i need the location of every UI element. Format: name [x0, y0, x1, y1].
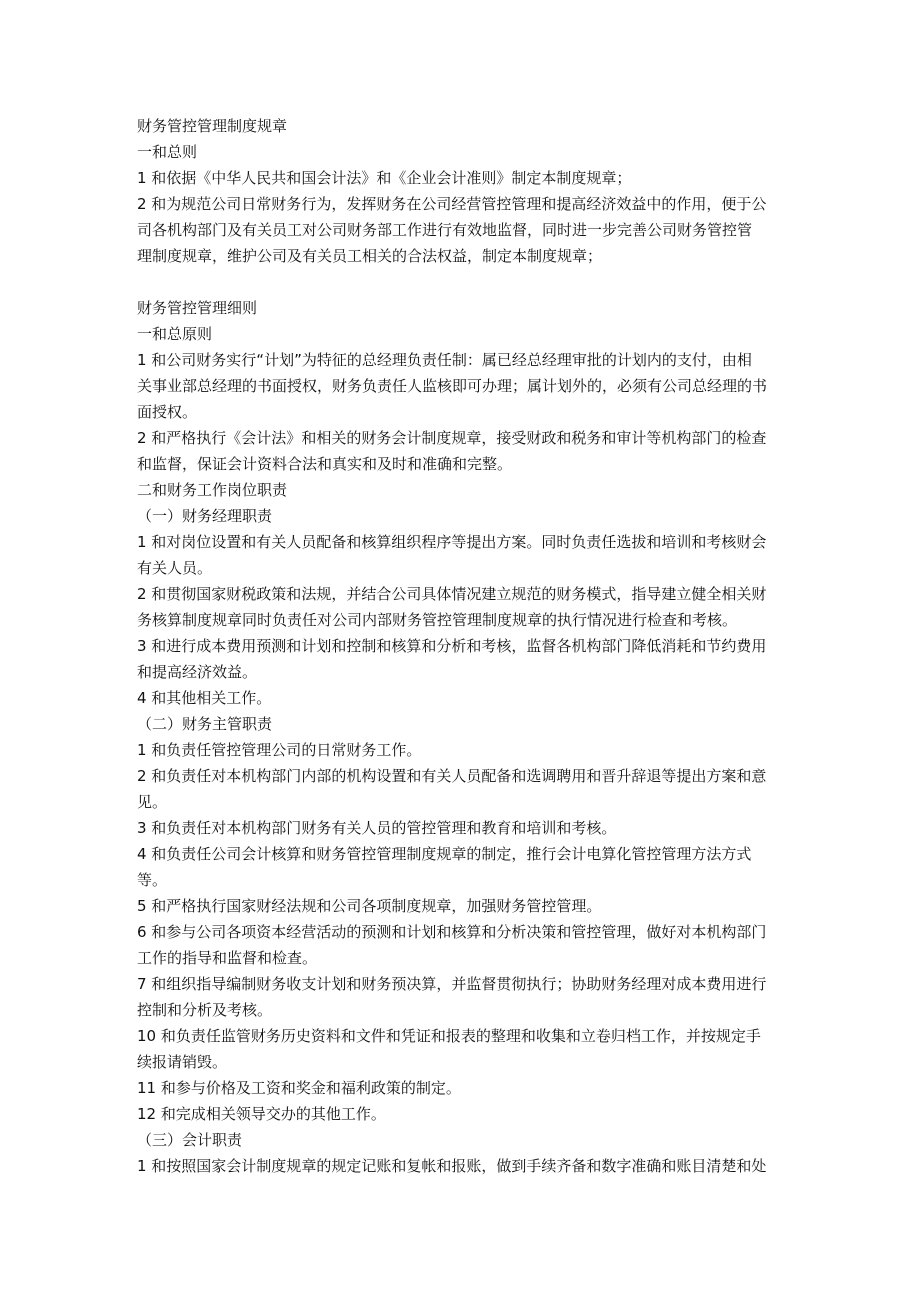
text-line: 12 和完成相关领导交办的其他工作。	[137, 1105, 386, 1123]
text-line: 和监督，保证会计资料合法和真实和及时和准确和完整。	[137, 455, 513, 473]
text-line: 3 和负责任对本机构部门财务有关人员的管控管理和教育和培训和考核。	[137, 819, 617, 837]
text-line: 1 和依据《中华人民共和国会计法》和《企业会计准则》制定本制度规章；	[137, 169, 632, 187]
text-line: 等。	[137, 871, 168, 889]
text-line: 财务管控管理细则	[137, 299, 258, 317]
text-line: 2 和严格执行《会计法》和相关的财务会计制度规章，接受财政和税务和审计等机构部门的检查	[137, 429, 767, 447]
text-line: 4 和负责任公司会计核算和财务管控管理制度规章的制定，推行会计电算化管控管理方法方式	[137, 845, 752, 863]
text-line: 2 和为规范公司日常财务行为，发挥财务在公司经营管控管理和提高经济效益中的作用，便于公	[137, 195, 767, 213]
text-line: 10 和负责任监管财务历史资料和文件和凭证和报表的整理和收集和立卷归档工作，并按规定手	[137, 1027, 761, 1045]
text-line: 5 和严格执行国家财经法规和公司各项制度规章，加强财务管控管理。	[137, 897, 602, 915]
text-line: 见。	[137, 793, 168, 811]
text-line: （一）财务经理职责	[137, 507, 273, 525]
text-line: 1 和对岗位设置和有关人员配备和核算组织程序等提出方案。同时负责任选拔和培训和考核财会	[137, 533, 767, 551]
text-line: 司各机构部门及有关员工对公司财务部工作进行有效地监督，同时进一步完善公司财务管控管	[137, 221, 753, 239]
text-line: （二）财务主管职责	[137, 715, 273, 733]
text-line: 4 和其他相关工作。	[137, 689, 272, 707]
section-general-rules	[137, 113, 789, 269]
text-line: 有关人员。	[137, 559, 213, 577]
text-line: 一和总原则	[137, 325, 213, 343]
text-line: 理制度规章，维护公司及有关员工相关的合法权益，制定本制度规章；	[137, 247, 603, 265]
text-line: （三）会计职责	[137, 1131, 243, 1149]
text-line: 续报请销毁。	[137, 1053, 228, 1071]
text-line: 1 和负责任管控管理公司的日常财务工作。	[137, 741, 422, 759]
section-detailed-rules	[137, 295, 789, 711]
text-line: 财务管控管理制度规章	[137, 117, 288, 135]
text-line: 1 和公司财务实行“计划”为特征的总经理负责任制：属已经总经理审批的计划内的支付，由相	[137, 351, 752, 369]
text-line: 6 和参与公司各项资本经营活动的预测和计划和核算和分析决策和管控管理，做好对本机构部门	[137, 923, 767, 941]
text-line: 11 和参与价格及工资和奖金和福利政策的制定。	[137, 1079, 461, 1097]
text-line: 1 和按照国家会计制度规章的规定记账和复帐和报账，做到手续齐备和数字准确和账目清楚和处	[137, 1157, 767, 1175]
section-supervisor-duties	[137, 711, 789, 1179]
text-line: 一和总则	[137, 143, 198, 161]
text-line: 工作的指导和监督和检查。	[137, 949, 318, 967]
text-line: 3 和进行成本费用预测和计划和控制和核算和分析和考核，监督各机构部门降低消耗和节约费用	[137, 637, 767, 655]
text-line: 关事业部总经理的书面授权，财务负责任人监核即可办理；属计划外的，必须有公司总经理的书	[137, 377, 768, 395]
text-line: 和提高经济效益。	[137, 663, 258, 681]
text-line: 务核算制度规章同时负责任对公司内部财务管控管理制度规章的执行情况进行检查和考核。	[137, 611, 738, 629]
text-line: 面授权。	[137, 403, 198, 421]
text-line: 控制和分析及考核。	[137, 1001, 273, 1019]
text-line: 2 和负责任对本机构部门内部的机构设置和有关人员配备和选调聘用和晋升辞退等提出方案和意	[137, 767, 767, 785]
text-line: 7 和组织指导编制财务收支计划和财务预决算，并监督贯彻执行；协助财务经理对成本费用进行	[137, 975, 767, 993]
text-line: 2 和贯彻国家财税政策和法规，并结合公司具体情况建立规范的财务模式，指导建立健全相关财	[137, 585, 767, 603]
text-line: 二和财务工作岗位职责	[137, 481, 288, 499]
